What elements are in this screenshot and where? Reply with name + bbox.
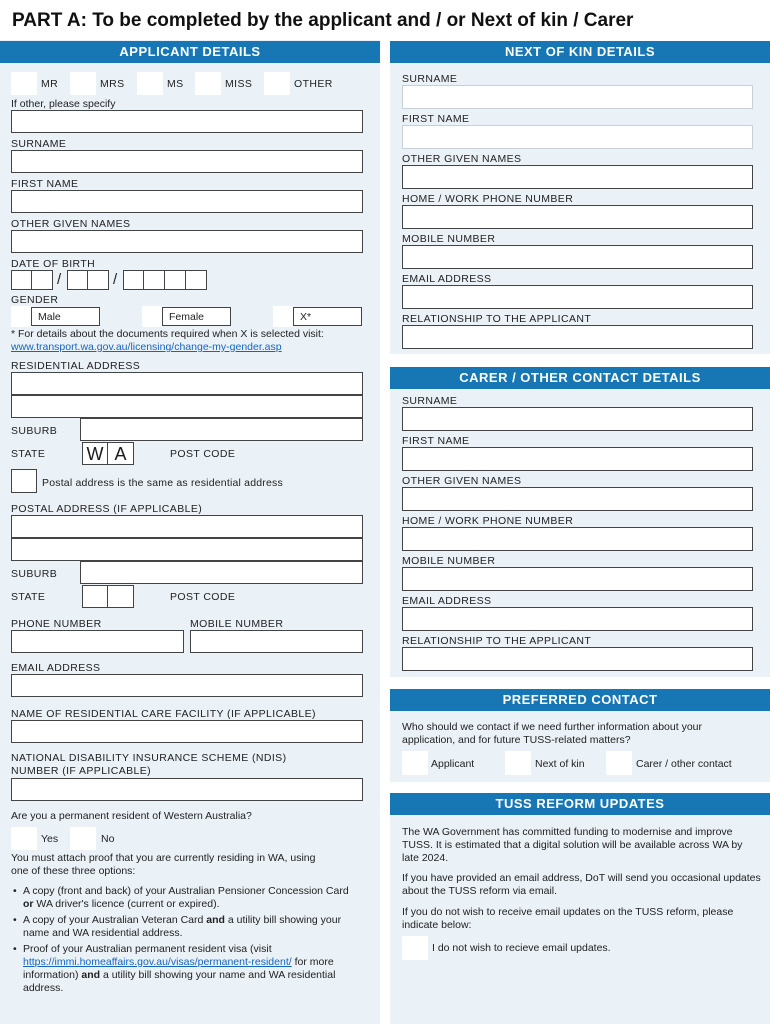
- proof-option-3-text: a utility bill showing your name and WA residential address.: [23, 969, 336, 994]
- postal-address-line2[interactable]: [11, 538, 363, 561]
- gender-note: * For details about the documents required when X is selected visit:: [11, 328, 324, 340]
- gender-info-link[interactable]: www.transport.wa.gov.au/licensing/change-my-gender.asp: [11, 341, 282, 353]
- title-mr-checkbox[interactable]: [11, 72, 37, 95]
- title-ms-label: MS: [167, 78, 184, 90]
- care-facility-label: NAME OF RESIDENTIAL CARE FACILITY (IF APPLICABLE): [11, 708, 316, 720]
- applicant-first-name-input[interactable]: [11, 190, 363, 213]
- resident-yes-label: Yes: [41, 833, 59, 845]
- preferred-carer-checkbox[interactable]: [606, 751, 632, 775]
- nok-other-names-label: OTHER GIVEN NAMES: [402, 153, 522, 165]
- postal-address-label: POSTAL ADDRESS (IF APPLICABLE): [11, 503, 203, 515]
- nok-first-name-input[interactable]: [402, 125, 753, 149]
- residential-suburb-input[interactable]: [80, 418, 363, 441]
- residential-address-line1[interactable]: [11, 372, 363, 395]
- carer-heading: CARER / OTHER CONTACT DETAILS: [390, 367, 770, 389]
- nok-email-input[interactable]: [402, 285, 753, 309]
- proof-options-list: [11, 885, 351, 998]
- page-title: PART A: To be completed by the applicant and / or Next of kin / Carer: [12, 10, 634, 31]
- proof-option-3-text: for more information): [23, 956, 334, 981]
- state-letter-w: W: [82, 442, 108, 465]
- phone-input[interactable]: [11, 630, 184, 653]
- resident-yes-checkbox[interactable]: [11, 827, 37, 850]
- nok-relationship-input[interactable]: [402, 325, 753, 349]
- ndis-label: NATIONAL DISABILITY INSURANCE SCHEME (NDIS): [11, 752, 287, 764]
- postal-same-label: Postal address is the same as residential address: [42, 477, 283, 489]
- carer-surname-label: SURNAME: [402, 395, 458, 407]
- carer-relationship-input[interactable]: [402, 647, 753, 671]
- gender-male-label: [31, 307, 100, 326]
- gender-female-text: Female: [169, 311, 205, 323]
- care-facility-input[interactable]: [11, 720, 363, 743]
- preferred-contact-question: Who should we contact if we need further information about your application, and for future TUSS-related matters?: [402, 721, 702, 746]
- gender-x-text: X*: [300, 311, 312, 323]
- postal-same-checkbox[interactable]: [11, 469, 37, 493]
- postal-address-line1[interactable]: [11, 515, 363, 538]
- carer-surname-input[interactable]: [402, 407, 753, 431]
- ndis-label: NUMBER (IF APPLICABLE): [11, 765, 152, 777]
- proof-intro: You must attach proof that you are currently residing in WA, using one of these three options:: [11, 852, 316, 877]
- gender-label: GENDER: [11, 294, 59, 306]
- title-ms-checkbox[interactable]: [137, 72, 163, 95]
- carer-mobile-input[interactable]: [402, 567, 753, 591]
- carer-phone-input[interactable]: [402, 527, 753, 551]
- applicant-email-label: EMAIL ADDRESS: [11, 662, 101, 674]
- applicant-heading: APPLICANT DETAILS: [0, 41, 380, 63]
- dob-year-input[interactable]: [123, 270, 207, 290]
- proof-option-3-and: and: [81, 969, 101, 981]
- postal-postcode-label: POST CODE: [170, 591, 236, 603]
- resident-no-label: No: [101, 833, 115, 845]
- nok-relationship-label: RELATIONSHIP TO THE APPLICANT: [402, 313, 592, 325]
- proof-option-3: [11, 943, 351, 995]
- dob-month-input[interactable]: [67, 270, 109, 290]
- dob-separator: /: [113, 271, 118, 288]
- nok-first-name-label: FIRST NAME: [402, 113, 470, 125]
- nok-other-names-input[interactable]: [402, 165, 753, 189]
- residential-state-label: STATE: [11, 448, 46, 460]
- title-mrs-label: MRS: [100, 78, 125, 90]
- preferred-contact-heading: PREFERRED CONTACT: [390, 689, 770, 711]
- gender-male-text: Male: [38, 311, 61, 323]
- resident-no-checkbox[interactable]: [70, 827, 96, 850]
- postal-suburb-input[interactable]: [80, 561, 363, 584]
- applicant-surname-label: SURNAME: [11, 138, 67, 150]
- carer-email-label: EMAIL ADDRESS: [402, 595, 492, 607]
- preferred-applicant-label: Applicant: [431, 758, 475, 770]
- next-of-kin-heading: NEXT OF KIN DETAILS: [390, 41, 770, 63]
- residential-postcode-label: POST CODE: [170, 448, 236, 460]
- residential-address-line2[interactable]: [11, 395, 363, 418]
- gender-x-checkbox[interactable]: [273, 306, 294, 327]
- tuss-heading: TUSS REFORM UPDATES: [390, 793, 770, 815]
- proof-option-2-text: A copy of your Australian Veteran Card: [23, 914, 207, 926]
- gender-male-checkbox[interactable]: [11, 306, 32, 327]
- mobile-label: MOBILE NUMBER: [190, 618, 284, 630]
- preferred-carer-label: Carer / other contact: [636, 758, 732, 770]
- nok-phone-input[interactable]: [402, 205, 753, 229]
- title-miss-label: MISS: [225, 78, 253, 90]
- nok-surname-input[interactable]: [402, 85, 753, 109]
- proof-option-1-text: A copy (front and back) of your Australian Pensioner Concession Card: [23, 885, 349, 897]
- applicant-other-names-input[interactable]: [11, 230, 363, 253]
- mobile-input[interactable]: [190, 630, 363, 653]
- preferred-next-of-kin-checkbox[interactable]: [505, 751, 531, 775]
- proof-option-1: [11, 885, 351, 911]
- other-specify-label: If other, please specify: [11, 98, 116, 110]
- nok-email-label: EMAIL ADDRESS: [402, 273, 492, 285]
- nok-phone-label: HOME / WORK PHONE NUMBER: [402, 193, 574, 205]
- title-mrs-checkbox[interactable]: [70, 72, 96, 95]
- preferred-applicant-checkbox[interactable]: [402, 751, 428, 775]
- gender-female-label: [162, 307, 231, 326]
- dob-day-input[interactable]: [11, 270, 53, 290]
- phone-label: PHONE NUMBER: [11, 618, 102, 630]
- gender-x-label: [293, 307, 362, 326]
- applicant-email-input[interactable]: [11, 674, 363, 697]
- visa-info-link[interactable]: https://immi.homeaffairs.gov.au/visas/permanent-resident/: [23, 956, 292, 968]
- tuss-paragraph-2: If you have provided an email address, DoT will send you occasional updates about the TUSS reform via email.: [402, 872, 761, 897]
- carer-other-names-input[interactable]: [402, 487, 753, 511]
- carer-phone-label: HOME / WORK PHONE NUMBER: [402, 515, 574, 527]
- tuss-optout-checkbox[interactable]: [402, 936, 428, 960]
- proof-option-1-or: or: [23, 898, 34, 910]
- dob-label: DATE OF BIRTH: [11, 258, 96, 270]
- preferred-next-of-kin-label: Next of kin: [535, 758, 585, 770]
- residential-address-label: RESIDENTIAL ADDRESS: [11, 360, 141, 372]
- proof-option-2: [11, 914, 351, 940]
- proof-option-2-and: and: [206, 914, 225, 926]
- residential-state-input[interactable]: [82, 442, 134, 465]
- title-mr-label: MR: [41, 78, 59, 90]
- nok-mobile-input[interactable]: [402, 245, 753, 269]
- tuss-paragraph-3: If you do not wish to receive email updates on the TUSS reform, please indicate below:: [402, 906, 734, 931]
- carer-first-name-input[interactable]: [402, 447, 753, 471]
- carer-other-names-label: OTHER GIVEN NAMES: [402, 475, 522, 487]
- applicant-surname-input[interactable]: [11, 150, 363, 173]
- proof-option-2-text: a utility bill showing your name and WA residential address.: [23, 914, 342, 939]
- applicant-other-names-label: OTHER GIVEN NAMES: [11, 218, 131, 230]
- postal-suburb-label: SUBURB: [11, 568, 58, 580]
- title-miss-checkbox[interactable]: [195, 72, 221, 95]
- carer-mobile-label: MOBILE NUMBER: [402, 555, 496, 567]
- gender-female-checkbox[interactable]: [142, 306, 163, 327]
- title-other-checkbox[interactable]: [264, 72, 290, 95]
- postal-state-label: STATE: [11, 591, 46, 603]
- state-letter-a: A: [108, 442, 134, 465]
- tuss-optout-label: I do not wish to recieve email updates.: [432, 942, 611, 954]
- nok-mobile-label: MOBILE NUMBER: [402, 233, 496, 245]
- proof-option-1-text: WA driver's licence (current or expired).: [33, 898, 220, 910]
- carer-email-input[interactable]: [402, 607, 753, 631]
- ndis-input[interactable]: [11, 778, 363, 801]
- title-other-label: OTHER: [294, 78, 333, 90]
- postal-state-input[interactable]: [82, 585, 134, 608]
- residential-suburb-label: SUBURB: [11, 425, 58, 437]
- dob-separator: /: [57, 271, 62, 288]
- tuss-paragraph-1: The WA Government has committed funding to modernise and improve TUSS. It is estimated that a digital solution will be available across WA by late 2024.: [402, 826, 743, 864]
- carer-first-name-label: FIRST NAME: [402, 435, 470, 447]
- resident-question: Are you a permanent resident of Western Australia?: [11, 810, 252, 822]
- proof-option-3-text: Proof of your Australian permanent resident visa (visit: [23, 943, 272, 955]
- applicant-first-name-label: FIRST NAME: [11, 178, 79, 190]
- carer-relationship-label: RELATIONSHIP TO THE APPLICANT: [402, 635, 592, 647]
- nok-surname-label: SURNAME: [402, 73, 458, 85]
- other-specify-input[interactable]: [11, 110, 363, 133]
